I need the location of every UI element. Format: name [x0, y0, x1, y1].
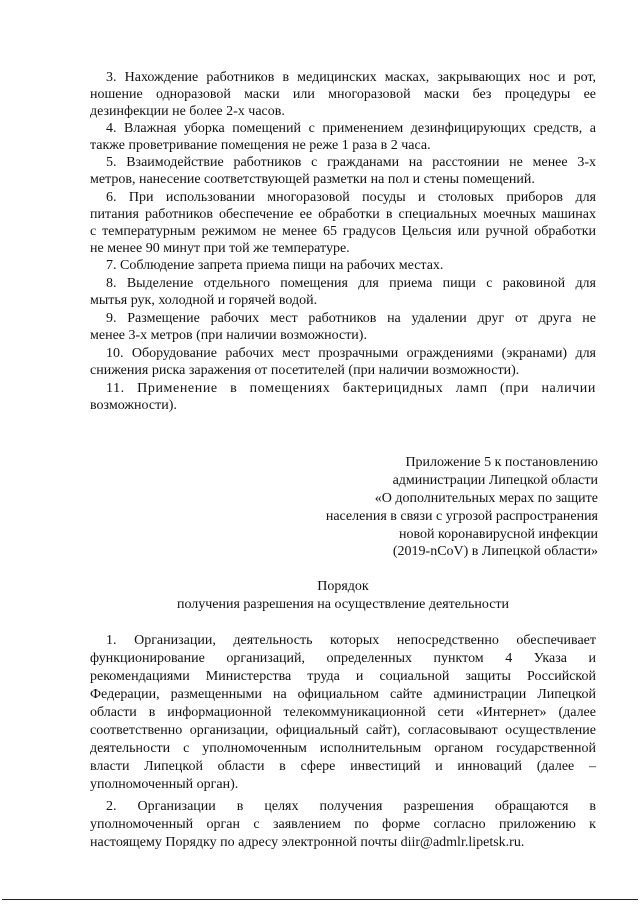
list-item-6-line-1: 6. При использовании многоразовой посуды и столовых приборов для	[106, 190, 596, 205]
order-item-1-line-3: рекомендациями Министерства труда и социальной защиты Российской	[90, 669, 596, 684]
order-item-2-line-3: настоящему Порядку по адресу электронной почты diir@admlr.lipetsk.ru.	[90, 835, 525, 850]
order-item-1-line-9: уполномоченный орган).	[90, 777, 239, 792]
list-item-8-line-2: мытья рук, холодной и горячей водой.	[90, 293, 318, 308]
order-item-1-line-4: Федерации, размещенными на официальном сайте администрации Липецкой	[90, 687, 596, 702]
list-item-7-line-1: 7. Соблюдение запрета приема пищи на рабочих местах.	[106, 258, 444, 273]
list-item-10-line-2: снижения риска заражения от посетителей (при наличии возможности).	[90, 363, 520, 378]
list-item-10-line-1: 10. Оборудование рабочих мест прозрачными ограждениями (экранами) для	[106, 346, 596, 361]
appendix-line-1: Приложение 5 к постановлению	[405, 455, 598, 470]
list-item-11-line-1: 11. Применение в помещениях бактерицидных ламп (при наличии	[106, 381, 596, 396]
document-subtitle: получения разрешения на осуществление деятельности	[176, 597, 510, 612]
appendix-line-2: администрации Липецкой области	[392, 473, 598, 488]
list-item-9-line-2: менее 3-х метров (при наличии возможности).	[90, 328, 367, 343]
order-item-1-line-6: соответственно организации, официальный сайт), согласовывают осуществление	[90, 723, 596, 738]
list-item-4-line-2: также проветривание помещения не реже 1 раза в 2 часа.	[90, 138, 431, 153]
appendix-line-6: (2019-nCoV) в Липецкой области»	[392, 544, 598, 559]
list-item-6-line-4: не менее 90 минут при той же температуре.	[90, 241, 350, 256]
list-item-3-line-1: 3. Нахождение работников в медицинских масках, закрывающих нос и рот,	[106, 70, 596, 85]
list-item-5-line-2: метров, нанесение соответствующей разметки на пол и стены помещений.	[90, 172, 535, 187]
list-item-3-line-2: ношение одноразовой маски или многоразовой маски без процедуры ее	[90, 87, 596, 102]
order-item-1-line-2: функционирование организаций, определенных пунктом 4 Указа и	[90, 651, 596, 666]
list-item-3-line-3: дезинфекции не более 2-х часов.	[90, 104, 285, 119]
order-item-1-line-7: деятельности с уполномоченным исполнительным органом государственной	[90, 741, 596, 756]
list-item-6-line-3: с температурным режимом не менее 65 градусов Цельсия или ручной обработки	[90, 224, 596, 239]
appendix-line-4: населения в связи с угрозой распространения	[325, 509, 598, 524]
list-item-9-line-1: 9. Размещение рабочих мест работников на удалении друг от друга не	[106, 311, 596, 326]
list-item-5-line-1: 5. Взаимодействие работников с гражданами на расстоянии не менее 3-х	[106, 155, 596, 170]
order-item-2-line-1: 2. Организации в целях получения разрешения обращаются в	[106, 799, 596, 814]
order-item-2-line-2: уполномоченный орган с заявлением по форме согласно приложению к	[90, 817, 596, 832]
list-item-8-line-1: 8. Выделение отдельного помещения для приема пищи с раковиной для	[106, 276, 596, 291]
document-title: Порядок	[317, 579, 369, 594]
order-item-1-line-5: области в информационной телекоммуникационной сети «Интернет» (далее	[90, 705, 596, 720]
appendix-line-3: «О дополнительных мерах по защите	[374, 491, 598, 506]
list-item-4-line-1: 4. Влажная уборка помещений с применением дезинфицирующих средств, а	[106, 121, 596, 136]
list-item-6-line-2: питания работников обеспечение ее обработки в специальных моечных машинах	[90, 207, 596, 222]
appendix-line-5: новой коронавирусной инфекции	[399, 527, 598, 542]
order-item-1-line-1: 1. Организации, деятельность которых непосредственно обеспечивает	[106, 633, 596, 648]
list-item-11-line-2: возможности).	[90, 398, 177, 413]
order-item-1-line-8: власти Липецкой области в сфере инвестиций и инноваций (далее –	[90, 759, 596, 774]
page-bottom-rule	[2, 899, 638, 900]
